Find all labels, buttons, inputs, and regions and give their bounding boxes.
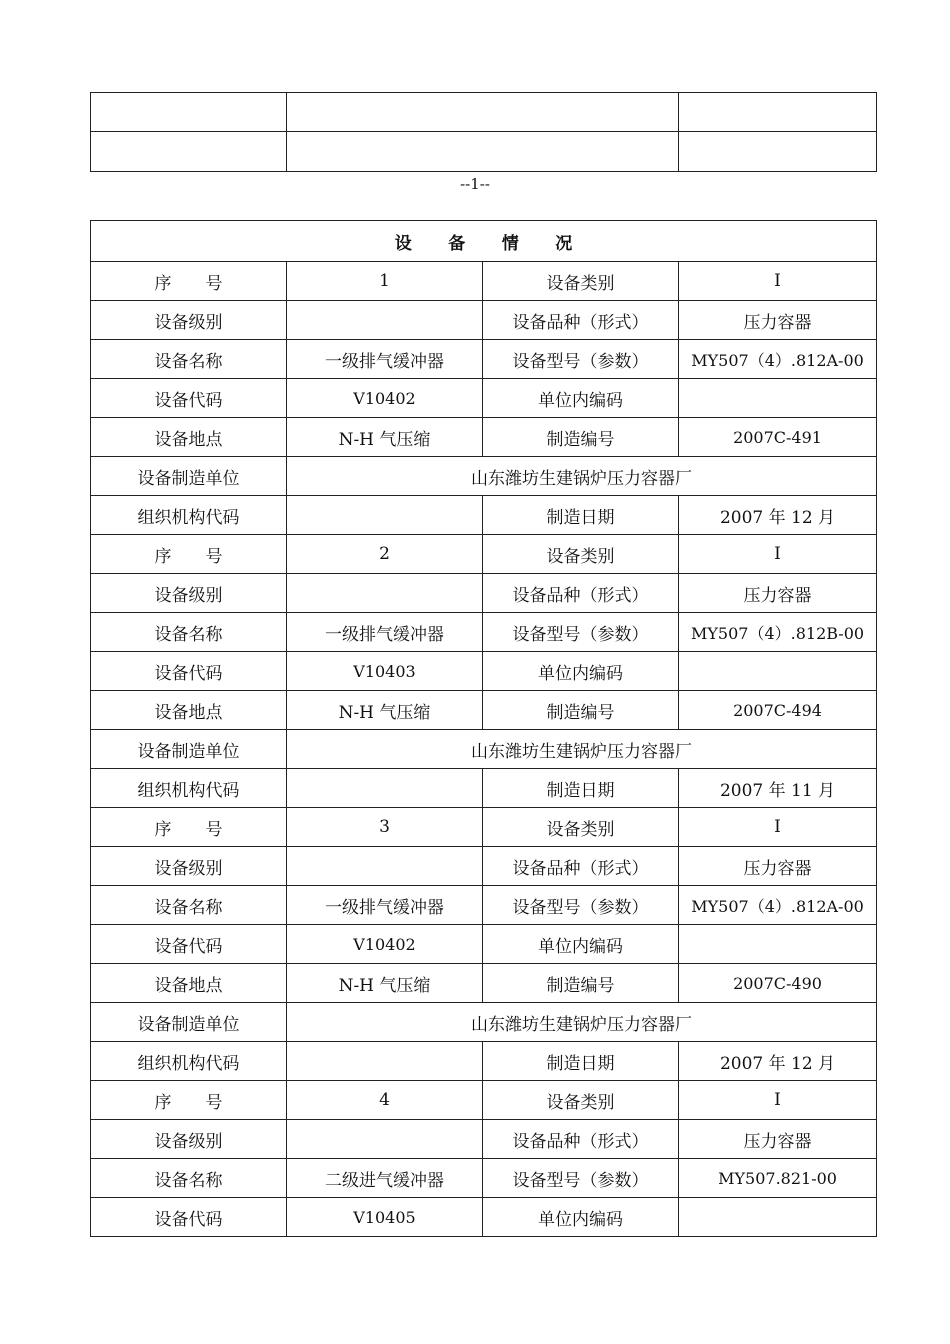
serial-label: 制造编号 (483, 691, 679, 730)
table-row (91, 457, 877, 496)
table-row (91, 652, 877, 691)
equipment-table (90, 220, 877, 1237)
variety-value: 压力容器 (679, 1120, 877, 1159)
table-row (91, 574, 877, 613)
seq-label: 序 号 (91, 535, 287, 574)
table-row (91, 691, 877, 730)
manufacturer-value: 山东潍坊生建锅炉压力容器厂 (287, 1003, 877, 1042)
internal-code-label: 单位内编码 (483, 379, 679, 418)
model-value: MY507（4）.812A-00 (679, 886, 877, 925)
table-row (91, 93, 877, 132)
code-value: V10403 (287, 652, 483, 691)
level-label: 设备级别 (91, 1120, 287, 1159)
manufacturer-value: 山东潍坊生建锅炉压力容器厂 (287, 730, 877, 769)
date-label: 制造日期 (483, 769, 679, 808)
empty-cell (287, 132, 679, 172)
code-label: 设备代码 (91, 652, 287, 691)
level-label: 设备级别 (91, 574, 287, 613)
code-value: V10405 (287, 1198, 483, 1237)
internal-code-value (679, 379, 877, 418)
category-value: I (679, 1081, 877, 1120)
empty-cell (91, 93, 287, 132)
manufacturer-value: 山东潍坊生建锅炉压力容器厂 (287, 457, 877, 496)
table-row (91, 1120, 877, 1159)
model-label: 设备型号（参数） (483, 886, 679, 925)
date-label: 制造日期 (483, 1042, 679, 1081)
table-row (91, 1159, 877, 1198)
location-label: 设备地点 (91, 418, 287, 457)
internal-code-label: 单位内编码 (483, 652, 679, 691)
serial-value: 2007C-491 (679, 418, 877, 457)
table-row (91, 730, 877, 769)
org-code-label: 组织机构代码 (91, 769, 287, 808)
location-value: N-H 气压缩 (287, 964, 483, 1003)
level-label: 设备级别 (91, 301, 287, 340)
internal-code-label: 单位内编码 (483, 925, 679, 964)
date-label: 制造日期 (483, 496, 679, 535)
model-value: MY507（4）.812B-00 (679, 613, 877, 652)
variety-value: 压力容器 (679, 847, 877, 886)
variety-label: 设备品种（形式） (483, 1120, 679, 1159)
empty-cell (679, 132, 877, 172)
table-row (91, 964, 877, 1003)
name-value: 一级排气缓冲器 (287, 340, 483, 379)
table-title: 设 备 情 况 (91, 221, 877, 262)
internal-code-value (679, 1198, 877, 1237)
variety-label: 设备品种（形式） (483, 847, 679, 886)
table-row (91, 613, 877, 652)
empty-cell (287, 93, 679, 132)
model-value: MY507.821-00 (679, 1159, 877, 1198)
org-code-value (287, 496, 483, 535)
table-row (91, 769, 877, 808)
level-value (287, 574, 483, 613)
serial-value: 2007C-490 (679, 964, 877, 1003)
table-row (91, 847, 877, 886)
table-row (91, 496, 877, 535)
category-label: 设备类别 (483, 262, 679, 301)
seq-label: 序 号 (91, 262, 287, 301)
level-value (287, 1120, 483, 1159)
seq-value: 3 (287, 808, 483, 847)
org-code-value (287, 1042, 483, 1081)
internal-code-label: 单位内编码 (483, 1198, 679, 1237)
table-row (91, 418, 877, 457)
name-value: 一级排气缓冲器 (287, 613, 483, 652)
name-label: 设备名称 (91, 613, 287, 652)
name-label: 设备名称 (91, 886, 287, 925)
variety-value: 压力容器 (679, 574, 877, 613)
category-label: 设备类别 (483, 535, 679, 574)
code-label: 设备代码 (91, 1198, 287, 1237)
org-code-label: 组织机构代码 (91, 496, 287, 535)
location-value: N-H 气压缩 (287, 418, 483, 457)
code-label: 设备代码 (91, 379, 287, 418)
org-code-label: 组织机构代码 (91, 1042, 287, 1081)
manufacturer-label: 设备制造单位 (91, 1003, 287, 1042)
level-value (287, 847, 483, 886)
serial-value: 2007C-494 (679, 691, 877, 730)
location-label: 设备地点 (91, 691, 287, 730)
level-value (287, 301, 483, 340)
table-row (91, 808, 877, 847)
table-row (91, 1198, 877, 1237)
table-header-row (91, 221, 877, 262)
category-value: I (679, 535, 877, 574)
variety-value: 压力容器 (679, 301, 877, 340)
serial-label: 制造编号 (483, 964, 679, 1003)
name-value: 二级进气缓冲器 (287, 1159, 483, 1198)
date-value: 2007 年 11 月 (679, 769, 877, 808)
date-value: 2007 年 12 月 (679, 496, 877, 535)
table-row (91, 340, 877, 379)
table-row (91, 1081, 877, 1120)
serial-label: 制造编号 (483, 418, 679, 457)
seq-label: 序 号 (91, 808, 287, 847)
model-value: MY507（4）.812A-00 (679, 340, 877, 379)
table-row (91, 301, 877, 340)
category-label: 设备类别 (483, 1081, 679, 1120)
table-row (91, 262, 877, 301)
seq-value: 2 (287, 535, 483, 574)
table-row (91, 1003, 877, 1042)
empty-cell (91, 132, 287, 172)
table-row (91, 535, 877, 574)
date-value: 2007 年 12 月 (679, 1042, 877, 1081)
location-label: 设备地点 (91, 964, 287, 1003)
internal-code-value (679, 925, 877, 964)
name-label: 设备名称 (91, 1159, 287, 1198)
seq-label: 序 号 (91, 1081, 287, 1120)
category-value: I (679, 808, 877, 847)
page-number: --1-- (460, 175, 490, 193)
name-value: 一级排气缓冲器 (287, 886, 483, 925)
table-row (91, 886, 877, 925)
category-label: 设备类别 (483, 808, 679, 847)
org-code-value (287, 769, 483, 808)
previous-page-table (90, 92, 877, 172)
table-row (91, 1042, 877, 1081)
table-row (91, 379, 877, 418)
internal-code-value (679, 652, 877, 691)
variety-label: 设备品种（形式） (483, 301, 679, 340)
name-label: 设备名称 (91, 340, 287, 379)
model-label: 设备型号（参数） (483, 1159, 679, 1198)
code-label: 设备代码 (91, 925, 287, 964)
model-label: 设备型号（参数） (483, 340, 679, 379)
variety-label: 设备品种（形式） (483, 574, 679, 613)
code-value: V10402 (287, 379, 483, 418)
seq-value: 1 (287, 262, 483, 301)
empty-cell (679, 93, 877, 132)
table-row (91, 925, 877, 964)
category-value: I (679, 262, 877, 301)
model-label: 设备型号（参数） (483, 613, 679, 652)
seq-value: 4 (287, 1081, 483, 1120)
table-row (91, 132, 877, 172)
level-label: 设备级别 (91, 847, 287, 886)
manufacturer-label: 设备制造单位 (91, 730, 287, 769)
manufacturer-label: 设备制造单位 (91, 457, 287, 496)
location-value: N-H 气压缩 (287, 691, 483, 730)
code-value: V10402 (287, 925, 483, 964)
